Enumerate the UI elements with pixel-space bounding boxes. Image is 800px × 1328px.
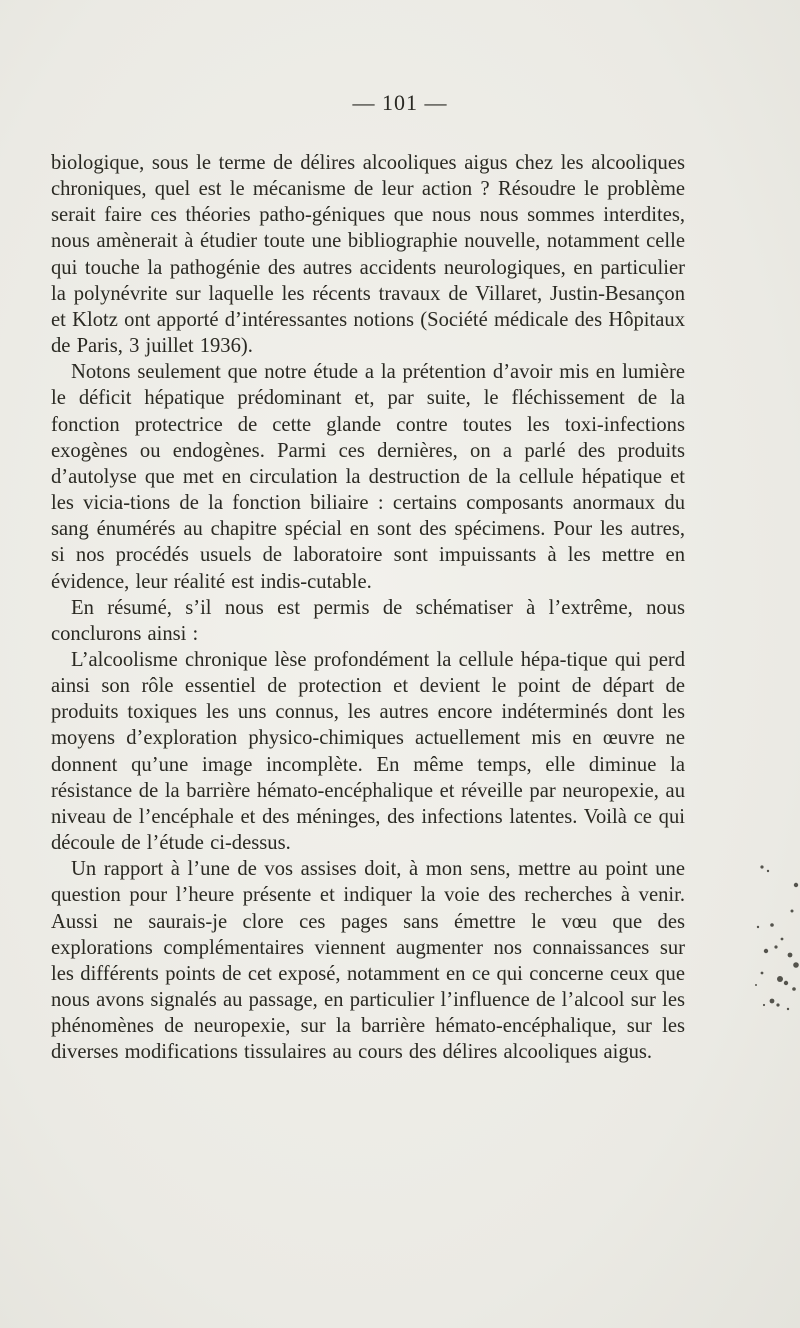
- page-number: — 101 —: [352, 90, 448, 115]
- paragraph-3: En résumé, s’il nous est permis de schématiser à l’extrême, nous conclurons ainsi :: [51, 596, 685, 645]
- ink-stain-mark: [752, 855, 800, 1035]
- paragraph-4: L’alcoolisme chronique lèse profondément la cellule hépa-tique qui perd ainsi son rôle essentiel de protection et devient le point de départ de produits toxiques les uns connus, les autres encore indéterminés dont les moyens d’exploration physico-chimiques actuellement mis en œuvre ne donnent qu’une image incomplète. En même temps, elle diminue la résistance de la barrière hémato-encéphalique et réveille par neuropexie, au niveau de l’encéphale et des méninges, des infections latentes. Voilà ce qui découle de l’étude ci-dessus.: [51, 648, 685, 855]
- body-text: [51, 150, 685, 1065]
- paragraph-2: Notons seulement que notre étude a la prétention d’avoir mis en lumière le déficit hépatique prédominant et, par suite, le fléchissement de la fonction protectrice de cette glande contre toutes les toxi-infections exogènes ou endogènes. Parmi ces dernières, on a parlé des produits d’autolyse que met en circulation la destruction de la cellule hépatique et les vicia-tions de la fonction biliaire : certains composants anormaux du sang énumérés au chapitre spécial en sont des spécimens. Pour les autres, si nos procédés usuels de laboratoire sont impuissants à les mettre en évidence, leur réalité est indis-cutable.: [51, 361, 685, 593]
- paragraph-1: biologique, sous le terme de délires alcooliques aigus chez les alcooliques chroniques, quel est le mécanisme de leur action ? Résoudre le problème serait faire ces théories patho-géniques que nous nous sommes interdites, nous amènerait à étudier toute une bibliographie nouvelle, notamment celle qui touche la pathogénie des autres accidents neurologiques, en particulier la polynévrite sur laquelle les récents travaux de Villaret, Justin-Besançon et Klotz ont apporté d’intéressantes notions (Société médicale des Hôpitaux de Paris, 3 juillet 1936).: [51, 152, 685, 358]
- paragraph-5: Un rapport à l’une de vos assises doit, à mon sens, mettre au point une question pour l’heure présente et indiquer la voie des recherches à venir. Aussi ne saurais-je clore ces pages sans émettre le vœu que des explorations complémentaires viennent augmenter nos connaissances sur les différents points de cet exposé, notamment en ce qui concerne ceux que nous avons signalés au passage, en particulier l’influence de l’alcool sur les phénomènes de neuropexie, sur la barrière hémato-encéphalique, sur les diverses modifications tissulaires au cours des délires alcooliques aigus.: [51, 858, 685, 1064]
